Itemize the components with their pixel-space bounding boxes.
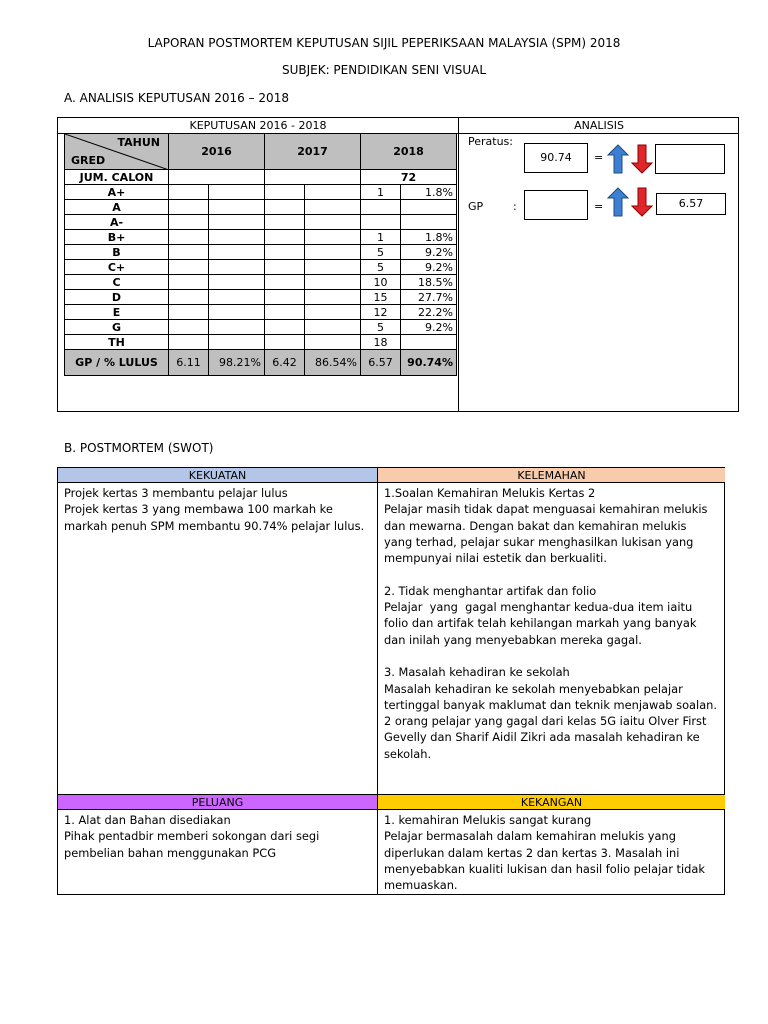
lulus-2018: 90.74% [401,350,457,376]
percent-2018: 9.2% [401,260,457,275]
peluang-heading: PELUANG [58,795,377,810]
row-jum-calon [65,170,457,185]
percent-2018: 9.2% [401,245,457,260]
percent-2018: 1.8% [401,230,457,245]
kelemahan-text [384,485,722,762]
grade-row [65,230,457,245]
arrow-down-icon [631,187,653,217]
grade-label: B [65,245,169,260]
report-subject: SUBJEK: PENDIDIKAN SENI VISUAL [281,63,487,77]
count-2018: 5 [361,320,401,335]
arrow-up-icon [607,187,629,217]
percent-2018: 18.5% [401,275,457,290]
kekangan-line: diperlukan dalam kertas 2 dan kertas 3. Masalah ini [384,845,680,860]
peluang-line: 1. Alat dan Bahan disediakan [64,813,231,827]
grade-row [65,275,457,290]
kelemahan-line: 2. Tidak menghantar artifak dan folio [384,583,597,598]
arrow-down-icon [631,144,653,174]
grade-row [65,245,457,260]
gp-2017: 6.42 [265,350,305,376]
report-title: LAPORAN POSTMORTEM KEPUTUSAN SIJIL PEPERIKSAAN MALAYSIA (SPM) 2018 [147,36,621,50]
kelemahan-heading: KELEMAHAN [378,468,725,483]
grade-row [65,335,457,350]
grade-row [65,215,457,230]
count-2018: 5 [361,260,401,275]
kekangan-heading: KEKANGAN [378,795,725,810]
kelemahan-line: yang terhad, pelajar sukar menghasilkan lukisan yang [384,534,694,549]
gp-lulus-label: GP / % LULUS [65,350,169,376]
gp-result-box: 6.57 [656,193,726,215]
kekangan-line: 1. kemahiran Melukis sangat kurang [384,813,592,827]
grade-row [65,260,457,275]
lulus-2016: 98.21% [209,350,265,376]
kelemahan-line: Gevelly dan Sharif Aidil Zikri ada masalah kehadiran ke [384,730,700,745]
grade-row [65,200,457,215]
gp-2016: 6.11 [169,350,209,376]
section-b-title: B. POSTMORTEM (SWOT) [64,441,214,455]
grade-row [65,320,457,335]
kelemahan-line: dan mewarna. Dengan bakat dan kemahiran melukis [384,518,687,533]
peluang-line: pembelian bahan menggunakan PCG [64,845,277,860]
count-2018: 5 [361,245,401,260]
results-caption: KEPUTUSAN 2016 - 2018 [189,119,327,132]
grade-label: JUM. CALON [65,170,169,185]
count-2018: 10 [361,275,401,290]
peratus-label: Peratus: [468,135,513,148]
arrow-up-icon [607,144,629,174]
grade-label: G [65,320,169,335]
analysis-caption: ANALISIS [574,119,624,132]
kelemahan-line: mempunyai nilai estetik dan berkualiti. [384,551,607,566]
grade-row [65,290,457,305]
peluang-line: Pihak pentadbir memberi sokongan dari segi [64,829,320,844]
count-2018: 1 [361,185,401,200]
gp-2018: 6.57 [361,350,401,376]
year-2018: 2018 [361,134,457,170]
grade-label: B+ [65,230,169,245]
section-a-title: A. ANALISIS KEPUTUSAN 2016 – 2018 [64,91,289,105]
kelemahan-line: folio dan artifak telah kehilangan markah yang banyak [384,616,697,631]
gp-lulus-row [65,350,457,376]
lulus-2017: 86.54% [305,350,361,376]
kekangan-line: menyebabkan kualiti lukisan dan hasil folio pelajar tidak [384,861,705,876]
equals-sign: = [594,151,604,164]
gp-colon: : [513,200,517,213]
kekangan-text [384,812,722,893]
percent-2018: 9.2% [401,320,457,335]
grade-label: C [65,275,169,290]
grade-label: C+ [65,260,169,275]
grade-label: A [65,200,169,215]
percent-2018: 1.8% [401,185,457,200]
year-header-row [65,134,457,170]
grade-label: A+ [65,185,169,200]
kelemahan-line: 3. Masalah kehadiran ke sekolah [384,665,570,680]
kelemahan-line: 2 orang pelajar yang gagal dari kelas 5G iaitu Olver First [384,714,707,729]
kekuatan-line: markah penuh SPM membantu 90.74% pelajar lulus. [64,518,365,533]
kekangan-line: Pelajar bermasalah dalam kemahiran melukis yang [384,829,676,844]
kelemahan-line: Pelajar yang gagal menghantar kedua-dua item iaitu [384,600,693,615]
corner-cell [65,134,169,170]
swot-table [57,467,725,895]
percent-2018 [401,200,457,215]
peratus-result-box [655,144,725,174]
peluang-text [64,812,374,861]
kekuatan-heading: KEKUATAN [58,468,377,483]
kekangan-line: memuaskan. [384,878,458,893]
percent-2018: 22.2% [401,305,457,320]
peratus-value-box: 90.74 [524,143,588,173]
equals-sign: = [594,200,604,213]
percent-2018 [401,335,457,350]
kelemahan-line: tertinggal banyak maklumat dan teknik menjawab soalan. [384,697,718,712]
kekuatan-line: Projek kertas 3 membantu pelajar lulus [64,486,288,500]
grade-row [65,185,457,200]
count-2018 [361,200,401,215]
count-2018: 15 [361,290,401,305]
kelemahan-line: dan inilah yang menyebabkan mereka gagal. [384,632,642,647]
kelemahan-line: sekolah. [384,746,432,761]
count-2018 [361,215,401,230]
count-2018: 18 [361,335,401,350]
grade-label: A- [65,215,169,230]
corner-tahun: TAHUN [117,136,160,149]
year-2016: 2016 [169,134,265,170]
gp-label: GP [468,200,484,213]
kekuatan-line: Projek kertas 3 yang membawa 100 markah ke [64,502,333,517]
grade-row [65,305,457,320]
kelemahan-line: 1.Soalan Kemahiran Melukis Kertas 2 [384,486,596,500]
grade-label: E [65,305,169,320]
percent-2018 [401,215,457,230]
year-2017: 2017 [265,134,361,170]
gp-value-box [524,190,588,220]
grade-label: D [65,290,169,305]
count-2018: 12 [361,305,401,320]
percent-2018: 27.7% [401,290,457,305]
count-2018: 1 [361,230,401,245]
kelemahan-line: Pelajar masih tidak dapat menguasai kemahiran melukis [384,502,708,517]
kelemahan-line: Masalah kehadiran ke sekolah menyebabkan pelajar [384,681,683,696]
grade-label: TH [65,335,169,350]
kekuatan-text [64,485,374,534]
grade-table [64,133,457,376]
calon-2018: 72 [361,170,457,185]
corner-gred: GRED [71,154,106,167]
